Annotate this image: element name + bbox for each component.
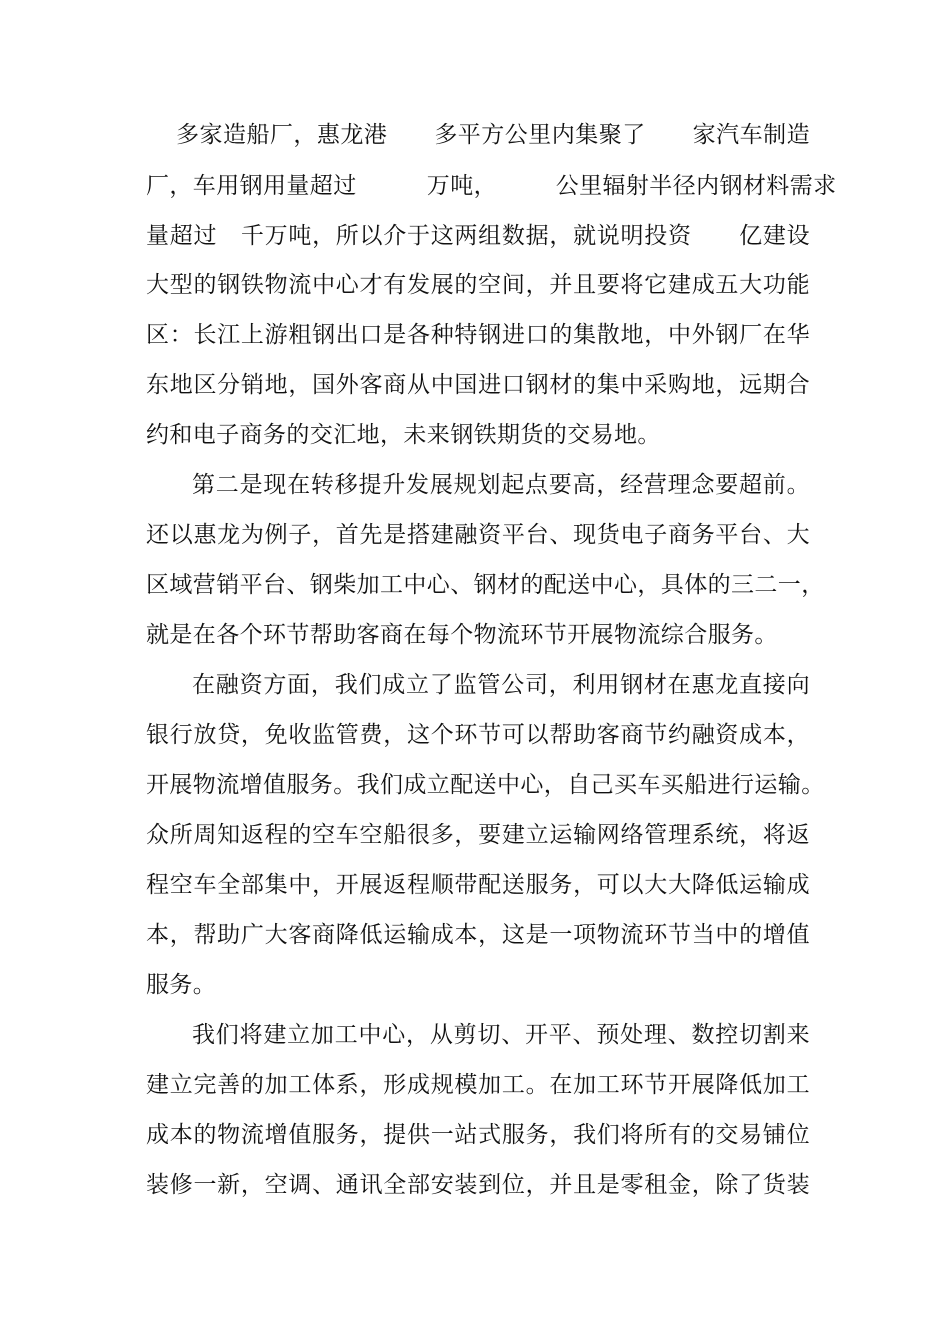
text-line: 区域营销平台、钢柴加工中心、钢材的配送中心，具体的三二一， bbox=[146, 572, 825, 598]
text-line: 开展物流增值服务。我们成立配送中心，自己买车买船进行运输。 bbox=[146, 772, 825, 798]
text-line: 就是在各个环节帮助客商在每个物流环节开展物流综合服务。 bbox=[146, 622, 778, 648]
text-line: 东地区分销地，国外客商从中国进口钢材的集中采购地，远期合 bbox=[146, 372, 810, 398]
text-line: 大型的钢铁物流中心才有发展的空间，并且要将它建成五大功能 bbox=[146, 272, 810, 298]
text-line: 成本的物流增值服务，提供一站式服务，我们将所有的交易铺位 bbox=[146, 1122, 810, 1148]
text-line: 建立完善的加工体系，形成规模加工。在加工环节开展降低加工 bbox=[146, 1072, 810, 1098]
text-line: 还以惠龙为例子，首先是搭建融资平台、现货电子商务平台、大 bbox=[146, 522, 810, 548]
text-line: 多家造船厂，惠龙港 多平方公里内集聚了 家汽车制造 bbox=[176, 122, 810, 148]
text-line: 本，帮助广大客商降低运输成本，这是一项物流环节当中的增值 bbox=[146, 922, 810, 948]
text-line: 约和电子商务的交汇地，未来钢铁期货的交易地。 bbox=[146, 422, 661, 448]
text-line: 众所周知返程的空车空船很多，要建立运输网络管理系统，将返 bbox=[146, 822, 810, 848]
text-line: 装修一新，空调、通讯全部安装到位，并且是零租金，除了货装 bbox=[146, 1172, 810, 1198]
text-line: 区：长江上游粗钢出口是各种特钢进口的集散地，中外钢厂在华 bbox=[146, 322, 810, 348]
text-line: 程空车全部集中，开展返程顺带配送服务，可以大大降低运输成 bbox=[146, 872, 810, 898]
text-line: 服务。 bbox=[146, 972, 217, 998]
text-line: 银行放贷，免收监管费，这个环节可以帮助客商节约融资成本， bbox=[146, 722, 810, 748]
text-line: 我们将建立加工中心，从剪切、开平、预处理、数控切割来 bbox=[192, 1022, 810, 1048]
text-line: 第二是现在转移提升发展规划起点要高，经营理念要超前。 bbox=[192, 472, 810, 498]
text-line: 在融资方面，我们成立了监管公司，利用钢材在惠龙直接向 bbox=[192, 672, 810, 698]
text-line: 量超过 千万吨，所以介于这两组数据，就说明投资 亿建设 bbox=[146, 223, 810, 249]
text-line: 厂，车用钢用量超过 万吨， 公里辐射半径内钢材料需求 bbox=[146, 173, 837, 199]
